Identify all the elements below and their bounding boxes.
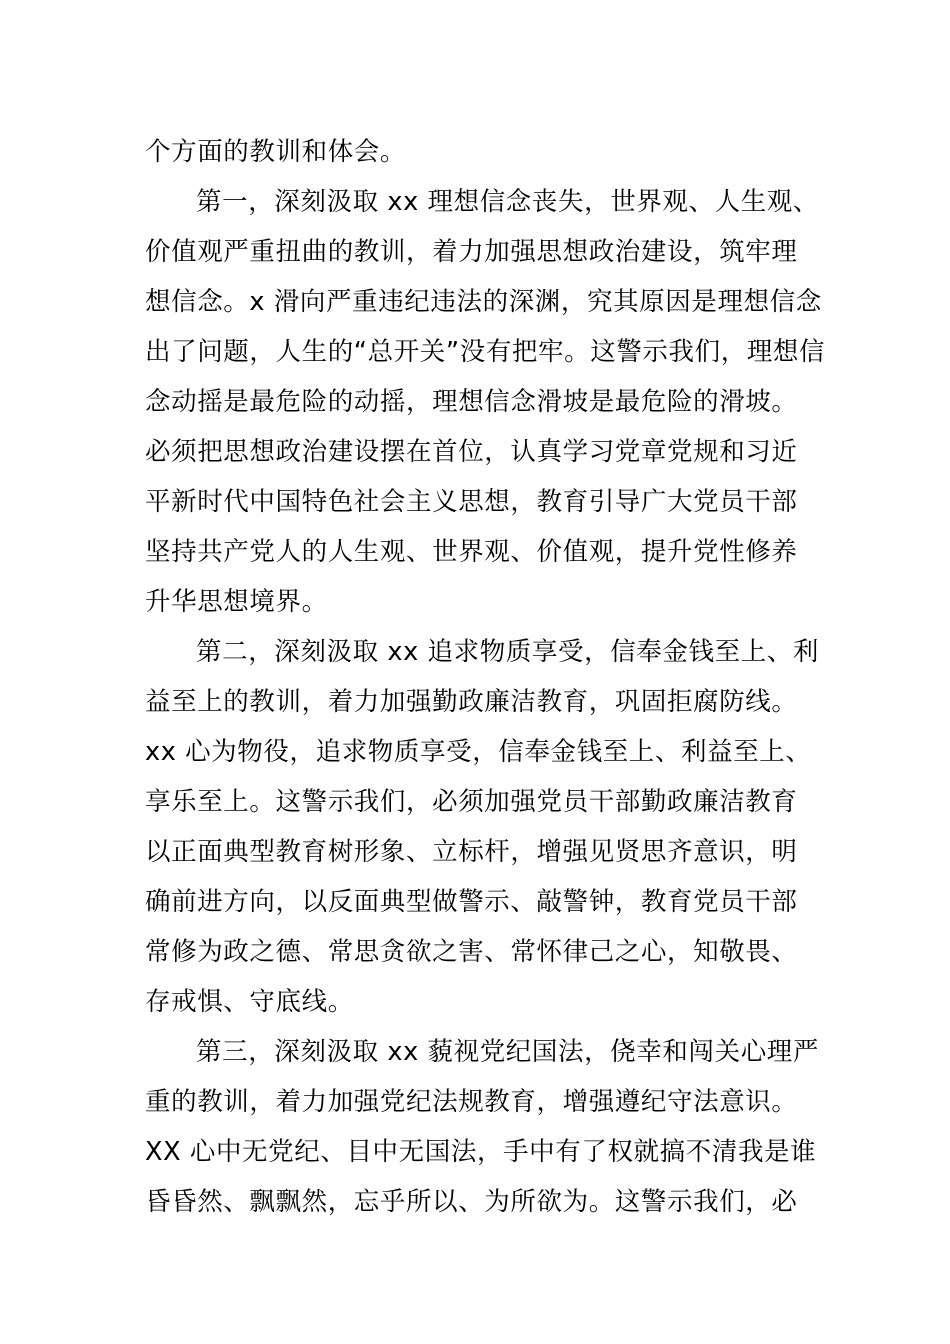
text-line: 昏昏然、飘飘然，忘乎所以、为所欲为。这警示我们，必 [145, 1187, 798, 1217]
text-line: 平新时代中国特色社会主义思想，教育引导广大党员干部 [145, 487, 798, 517]
text-line: 坚持共产党人的人生观、世界观、价值观，提升党性修养 [145, 537, 798, 567]
text-line: 常修为政之德、常思贪欲之害、常怀律己之心，知敬畏、 [145, 937, 798, 967]
text-line: 必须把思想政治建设摆在首位，认真学习党章党规和习近 [145, 437, 798, 467]
text-line: XX 心中无党纪、目中无国法，手中有了权就搞不清我是谁 [145, 1137, 817, 1167]
text-line: xx 心为物役，追求物质享受，信奉金钱至上、利益至上、 [145, 737, 812, 767]
text-line: 存戒惧、守底线。 [145, 987, 354, 1017]
text-line: 享乐至上。这警示我们，必须加强党员干部勤政廉洁教育 [145, 787, 798, 817]
text-line: 以正面典型教育树形象、立标杆，增强见贤思齐意识，明 [145, 837, 798, 867]
text-line: 升华思想境界。 [145, 587, 328, 617]
document-page [145, 127, 825, 1227]
text-line: 确前进方向，以反面典型做警示、敲警钟，教育党员干部 [145, 887, 798, 917]
paragraph-3-start: 第三，深刻汲取 xx 藐视党纪国法，侥幸和闯关心理严 [196, 1037, 819, 1067]
text-line: 重的教训，着力加强党纪法规教育，增强遵纪守法意识。 [145, 1087, 798, 1117]
text-line: 价值观严重扭曲的教训，着力加强思想政治建设，筑牢理 [145, 237, 798, 267]
text-line: 念动摇是最危险的动摇，理想信念滑坡是最危险的滑坡。 [145, 387, 798, 417]
paragraph-1-start: 第一，深刻汲取 xx 理想信念丧失，世界观、人生观、 [196, 187, 819, 217]
text-line: 益至上的教训，着力加强勤政廉洁教育，巩固拒腐防线。 [145, 687, 798, 717]
text-line: 想信念。x 滑向严重违纪违法的深渊，究其原因是理想信念 [145, 287, 822, 317]
text-line: 个方面的教训和体会。 [145, 137, 407, 167]
paragraph-2-start: 第二，深刻汲取 xx 追求物质享受，信奉金钱至上、利 [196, 637, 819, 667]
text-line: 出了问题，人生的“总开关”没有把牢。这警示我们，理想信 [145, 337, 826, 367]
